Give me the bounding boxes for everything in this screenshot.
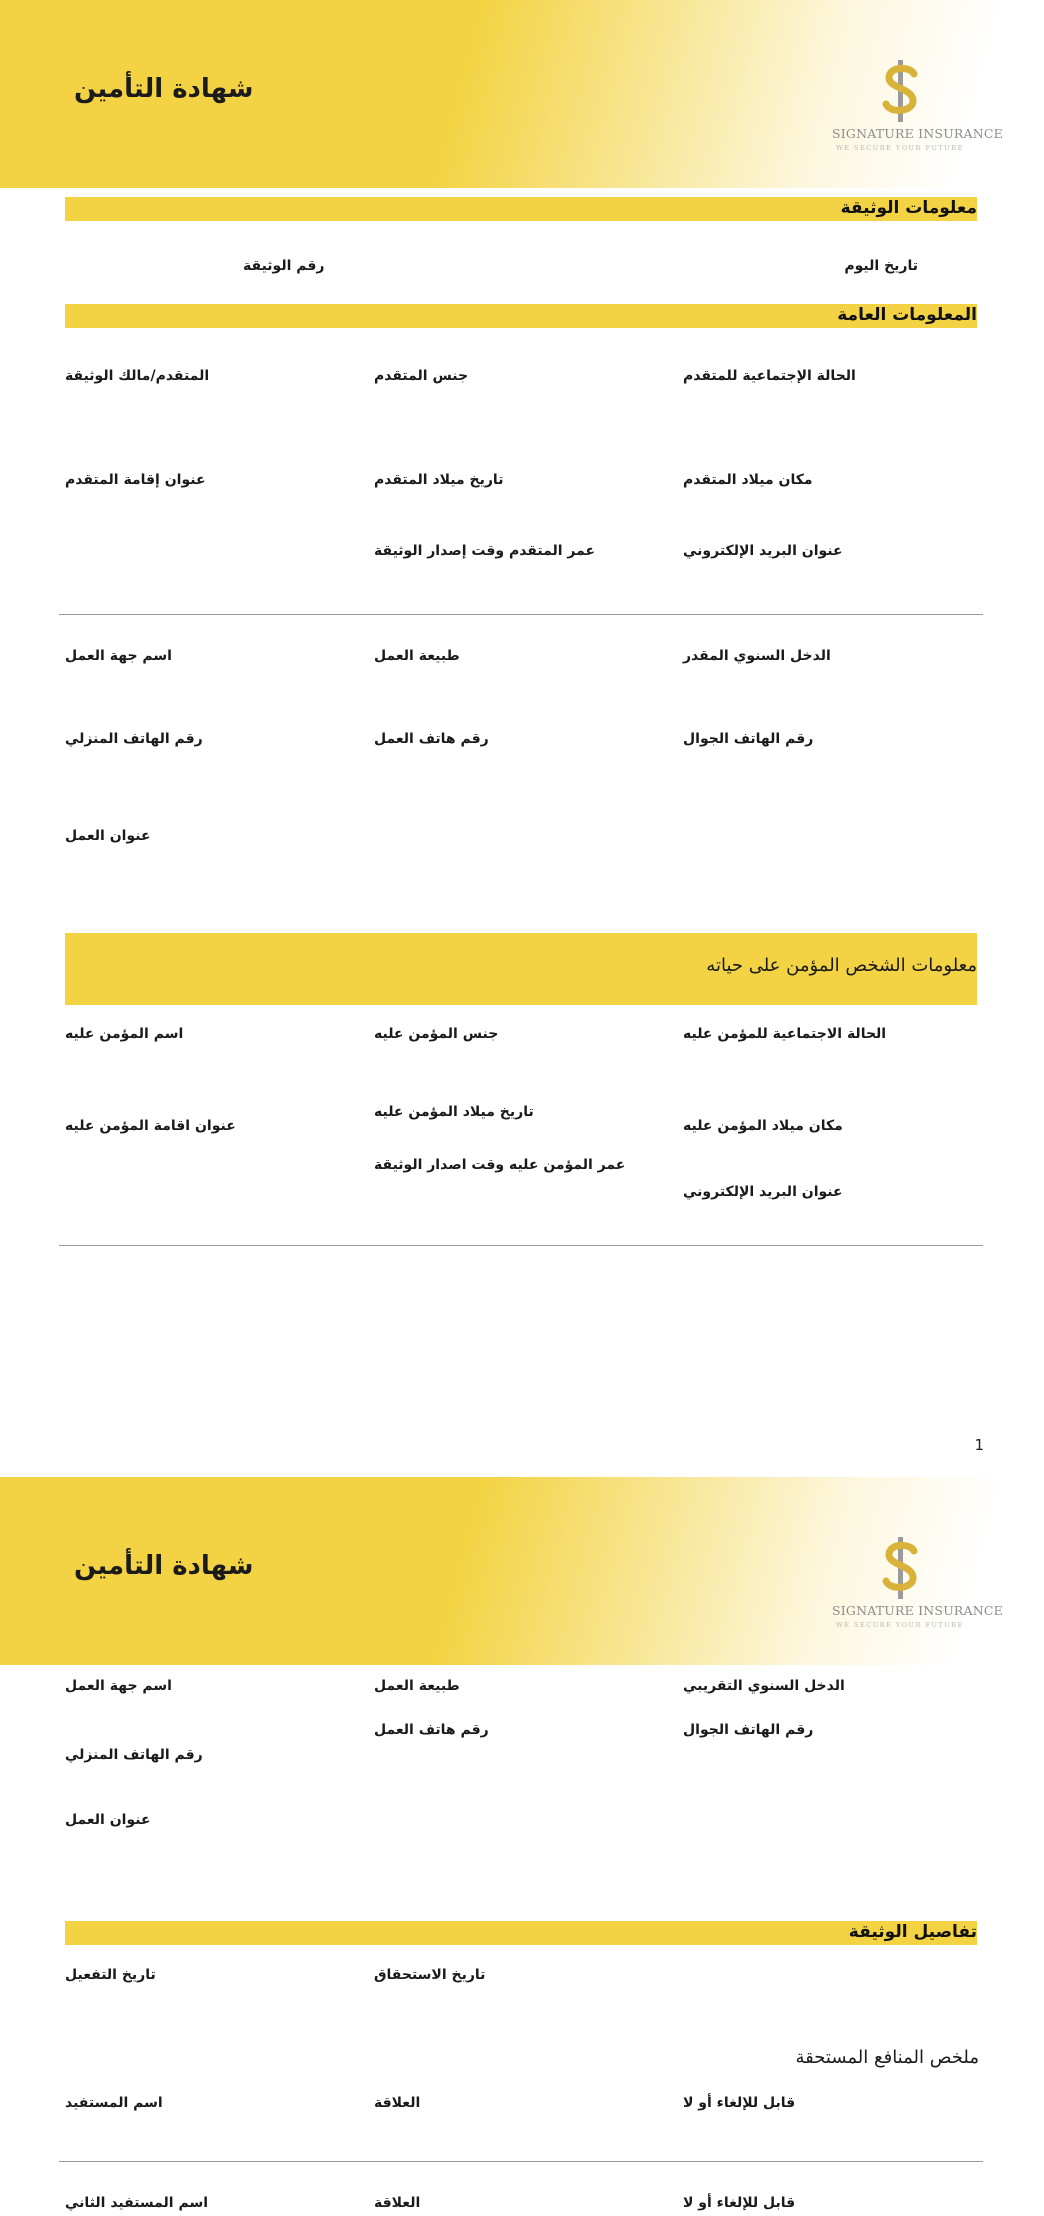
applicant-owner-label: المتقدم/مالك الوثيقة xyxy=(65,368,210,384)
applicant-address-label: عنوان إقامة المتقدم xyxy=(65,472,206,488)
logo-brand-name: SIGNATURE INSURANCE xyxy=(832,1603,1003,1618)
employer-name-label: اسم جهة العمل xyxy=(65,1678,172,1694)
insured-info-heading-bar xyxy=(65,933,977,1005)
page1-header xyxy=(0,0,1044,188)
logo-tagline: WE SECURE YOUR FUTURE xyxy=(836,144,964,152)
annual-income-label: الدخل السنوي التقريبي xyxy=(683,1678,845,1694)
relationship-label: العلاقة xyxy=(374,2195,421,2211)
policy-details-heading: تفاصيل الوثيقة xyxy=(848,1922,977,1942)
work-nature-label: طبيعة العمل xyxy=(374,1678,460,1694)
employer-name-label: اسم جهة العمل xyxy=(65,648,172,664)
relationship-label: العلاقة xyxy=(374,2095,421,2111)
logo-tagline: WE SECURE YOUR FUTURE xyxy=(836,1621,964,1629)
dollar-sign-logo-icon xyxy=(832,1535,968,1601)
insured-info-heading: معلومات الشخص المؤمن على حياته xyxy=(706,955,977,976)
insured-marital-label: الحالة الاجتماعية للمؤمن عليه xyxy=(683,1026,887,1042)
mobile-label: رقم الهاتف الجوال xyxy=(683,731,814,747)
revocable-label: قابل للإلغاء أو لا xyxy=(683,2195,796,2211)
section-divider xyxy=(59,614,983,615)
due-date-label: تاريخ الاستحقاق xyxy=(374,1967,486,1983)
home-phone-label: رقم الهاتف المنزلي xyxy=(65,731,203,747)
work-phone-label: رقم هاتف العمل xyxy=(374,731,489,747)
dollar-sign-logo-icon xyxy=(832,58,968,124)
applicant-gender-label: جنس المتقدم xyxy=(374,368,469,384)
activation-date-label: تاريخ التفعيل xyxy=(65,1967,156,1983)
work-address-label: عنوان العمل xyxy=(65,828,151,844)
logo-brand-name: SIGNATURE INSURANCE xyxy=(832,126,1003,141)
work-phone-label: رقم هاتف العمل xyxy=(374,1722,489,1738)
insured-age-label: عمر المؤمن عليه وقت اصدار الوثيقة xyxy=(374,1157,626,1173)
policy-info-heading: معلومات الوثيقة xyxy=(840,198,977,218)
insured-email-label: عنوان البريد الإلكتروني xyxy=(683,1184,843,1200)
work-address-label: عنوان العمل xyxy=(65,1812,151,1828)
benefits-summary-heading: ملخص المنافع المستحقة xyxy=(795,2047,979,2068)
revocable-label: قابل للإلغاء أو لا xyxy=(683,2095,796,2111)
section-divider xyxy=(59,2161,983,2162)
company-logo xyxy=(832,58,1003,158)
work-nature-label: طبيعة العمل xyxy=(374,648,460,664)
insured-gender-label: جنس المؤمن عليه xyxy=(374,1026,499,1042)
insured-birthplace-label: مكان ميلاد المؤمن عليه xyxy=(683,1118,843,1134)
applicant-birthdate-label: تاريخ ميلاد المتقدم xyxy=(374,472,504,488)
home-phone-label: رقم الهاتف المنزلي xyxy=(65,1747,203,1763)
section-divider xyxy=(59,1245,983,1246)
insured-address-label: عنوان اقامة المؤمن عليه xyxy=(65,1118,236,1134)
page-number: 1 xyxy=(974,1436,984,1454)
mobile-label: رقم الهاتف الجوال xyxy=(683,1722,814,1738)
insured-birthdate-label: تاريخ ميلاد المؤمن عليه xyxy=(374,1104,534,1120)
policy-details-heading-bar xyxy=(65,1921,977,1945)
applicant-email-label: عنوان البريد الإلكتروني xyxy=(683,543,843,559)
page-title: شهادة التأمين xyxy=(74,1551,254,1581)
beneficiary-name-label: اسم المستفيد xyxy=(65,2095,163,2111)
general-info-heading: المعلومات العامة xyxy=(837,305,977,325)
company-logo xyxy=(832,1535,1003,1635)
policy-info-heading-bar xyxy=(65,197,977,221)
applicant-birthplace-label: مكان ميلاد المتقدم xyxy=(683,472,813,488)
page2-header xyxy=(0,1477,1044,1665)
second-beneficiary-name-label: اسم المستفيد الثاني xyxy=(65,2195,209,2211)
annual-income-label: الدخل السنوي المقدر xyxy=(683,648,831,664)
today-date-label: تاريخ اليوم xyxy=(844,258,918,274)
policy-number-label: رقم الوثيقة xyxy=(243,258,325,274)
insured-name-label: اسم المؤمن عليه xyxy=(65,1026,184,1042)
applicant-age-label: عمر المتقدم وقت إصدار الوثيقة xyxy=(374,543,596,559)
general-info-heading-bar xyxy=(65,304,977,328)
page-title: شهادة التأمين xyxy=(74,74,254,104)
applicant-marital-label: الحالة الإجتماعية للمتقدم xyxy=(683,368,856,384)
